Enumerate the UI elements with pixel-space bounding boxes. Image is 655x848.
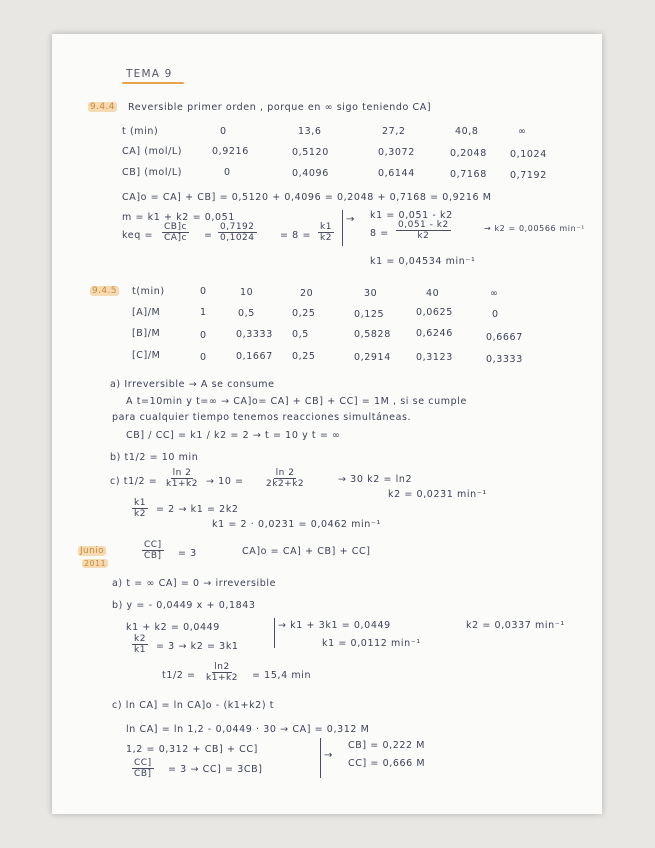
p3-b-system-2: k1 = 0,0112 min⁻¹ — [322, 638, 421, 649]
p2-cell: 0,3123 — [416, 352, 453, 363]
page-title: TEMA 9 — [126, 68, 173, 80]
p2-cell: 0,2914 — [354, 352, 391, 363]
p2-c-k1: k1 = 2 · 0,0231 = 0,0462 min⁻¹ — [212, 519, 381, 530]
p2-th-0: t(min) — [132, 286, 165, 297]
p3-b-frac: $\frac{k2}{k1}$ — [134, 634, 146, 655]
problem-tag-9-4-4: 9.4.4 — [90, 102, 115, 112]
p2-cell: 0,6246 — [416, 328, 453, 339]
p2-cell: 0,125 — [354, 309, 385, 320]
p2-cell: 0,1667 — [236, 351, 273, 362]
title-underline — [122, 82, 184, 84]
p2-cell: 0,25 — [292, 351, 316, 362]
problem-tag-9-4-5: 9.4.5 — [92, 286, 117, 296]
p2-cell: 0,5 — [238, 308, 255, 319]
p3-b-system-1: → k1 + 3k1 = 0,0449 — [278, 620, 391, 631]
p1-cell: 0,4096 — [292, 168, 329, 179]
p3-b-t-label: t1/2 = — [162, 670, 196, 681]
p3-b-t-frac: $\frac{\ln 2}{k1+k2}$ — [206, 662, 238, 683]
p2-th-2: 10 — [240, 287, 254, 298]
p2-cell: 1 — [200, 307, 207, 318]
p2-row-label-b: [B]/M — [132, 328, 161, 339]
p1-th-4: 40,8 — [455, 126, 479, 137]
p2-row-label-a: [A]/M — [132, 307, 161, 318]
p2-c-k2: k2 = 0,0231 min⁻¹ — [388, 489, 487, 500]
p1-row-label-a: CA] (mol/L) — [122, 146, 183, 157]
p2-c-frac-2: $\frac{\ln 2}{2k2+k2}$ — [266, 468, 305, 489]
p2-th-6: ∞ — [490, 288, 499, 299]
p1-keq-rhs: = 8 = — [280, 230, 312, 241]
p2-c-rhs: → 30 k2 = ln2 — [338, 474, 413, 485]
arrow-icon: → — [324, 750, 333, 761]
p1-keq-equals: = — [204, 230, 213, 241]
p1-th-1: 0 — [220, 126, 227, 137]
p2-row-label-c: [C]/M — [132, 350, 161, 361]
p2-cell: 0,6667 — [486, 332, 523, 343]
p2-th-3: 20 — [300, 288, 314, 299]
p1-th-5: ∞ — [518, 126, 527, 137]
p1-k1-result: k1 = 0,04534 min⁻¹ — [370, 256, 476, 267]
p2-th-4: 30 — [364, 288, 378, 299]
p1-cell: 0,2048 — [450, 148, 487, 159]
p3-balance: CA]o = CA] + CB] + CC] — [242, 546, 371, 557]
p1-th-3: 27,2 — [382, 126, 406, 137]
p2-c-ratio: = 2 → k1 = 2k2 — [156, 504, 239, 515]
p1-keq-frac-3: $\frac{k1}{k2}$ — [320, 222, 332, 243]
p1-cell: 0,1024 — [510, 149, 547, 160]
p3-b-line: b) y = - 0,0449 x + 0,1843 — [112, 600, 256, 611]
p2-th-5: 40 — [426, 288, 440, 299]
p2-c-label: c) t1/2 = — [110, 476, 158, 487]
p3-c-line-4: = 3 → CC] = 3CB] — [168, 764, 263, 775]
p3-b-k2: k2 = 0,0337 min⁻¹ — [466, 620, 565, 631]
problem-tag-year: 2011 — [84, 559, 106, 568]
p1-keq-frac-1: $\frac{CB]c}{CA]c}$ — [164, 222, 187, 243]
p2-cell: 0,0625 — [416, 307, 453, 318]
problem-tag-junio: Junio — [80, 546, 105, 556]
p1-eight: 8 = — [370, 228, 389, 239]
p3-c-frac: $\frac{CC]}{CB]}$ — [134, 758, 152, 779]
arrow-icon: → — [346, 214, 355, 225]
p2-cell: 0 — [200, 330, 207, 341]
p2-th-1: 0 — [200, 286, 207, 297]
p2-c-frac-3: $\frac{k1}{k2}$ — [134, 498, 146, 519]
brace-line — [342, 210, 343, 246]
p3-b-t-result: = 15,4 min — [252, 670, 312, 681]
p1-cell: 0,6144 — [378, 168, 415, 179]
p1-cell: 0,9216 — [212, 146, 249, 157]
p3-c-line-1: c) ln CA] = ln CA]o - (k1+k2) t — [112, 700, 275, 711]
p1-keq-label: keq = — [122, 230, 154, 241]
p2-a-line-4: CB] / CC] = k1 / k2 = 2 → t = 10 y t = ∞ — [126, 430, 341, 441]
notebook-page — [52, 34, 602, 814]
p1-row-label-b: CB] (mol/L) — [122, 167, 183, 178]
p1-k2-result: → k2 = 0,00566 min⁻¹ — [484, 224, 585, 233]
p2-cell: 0,5828 — [354, 329, 391, 340]
p3-eq3: = 3 — [178, 548, 197, 559]
p2-a-line-3: para cualquier tiempo tenemos reacciones simultáneas. — [112, 412, 412, 423]
p1-statement: Reversible primer orden , porque en ∞ sigo teniendo CA] — [128, 102, 432, 113]
p3-c-line-2: ln CA] = ln 1,2 - 0,0449 · 30 → CA] = 0,312 M — [126, 724, 370, 735]
p1-m-equation: m = k1 + k2 = 0,051 — [122, 212, 235, 223]
p2-c-frac-1: $\frac{\ln 2}{k1+k2}$ — [166, 468, 198, 489]
p2-cell: 0,25 — [292, 308, 316, 319]
p2-cell: 0,3333 — [486, 354, 523, 365]
p3-frac: $\frac{CC]}{CB]}$ — [144, 540, 162, 561]
p2-cell: 0 — [200, 352, 207, 363]
p2-a-line-1: a) Irreversible → A se consume — [110, 379, 275, 390]
p2-cell: 0,3333 — [236, 329, 273, 340]
p1-cell: 0,7168 — [450, 169, 487, 180]
brace-line — [320, 738, 321, 778]
p2-cell: 0,5 — [292, 329, 309, 340]
p3-c-line-3: 1,2 = 0,312 + CB] + CC] — [126, 744, 258, 755]
p2-cell: 0 — [492, 309, 499, 320]
p1-cell: 0,5120 — [292, 147, 329, 158]
p3-c-result-1: CB] = 0,222 M — [348, 740, 426, 751]
brace-line — [274, 618, 275, 648]
p1-th-2: 13,6 — [298, 126, 322, 137]
p1-cell: 0,7192 — [510, 170, 547, 181]
p1-k1-expression: k1 = 0,051 - k2 — [370, 210, 453, 221]
p3-a-line: a) t = ∞ CA] = 0 → irreversible — [112, 578, 277, 589]
p3-c-result-2: CC] = 0,666 M — [348, 758, 426, 769]
p1-cell: 0,3072 — [378, 147, 415, 158]
p2-a-line-2: A t=10min y t=∞ → CA]o= CA] + CB] + CC] = 1M , si se cumple — [126, 396, 467, 407]
p1-balance: CA]o = CA] + CB] = 0,5120 + 0,4096 = 0,2048 + 0,7168 = 0,9216 M — [122, 192, 492, 203]
p2-c-mid: → 10 = — [206, 476, 244, 487]
p1-cell: 0 — [224, 167, 231, 178]
p1-keq-frac-2: $\frac{0,7192}{0,1024}$ — [220, 222, 255, 243]
p1-k-frac: $\frac{0,051 - k2}{k2}$ — [398, 220, 449, 241]
p1-th-0: t (min) — [122, 126, 159, 137]
p3-b-sum: k1 + k2 = 0,0449 — [126, 622, 220, 633]
p3-b-ratio: = 3 → k2 = 3k1 — [156, 641, 239, 652]
p2-b-line: b) t1/2 = 10 min — [110, 452, 199, 463]
